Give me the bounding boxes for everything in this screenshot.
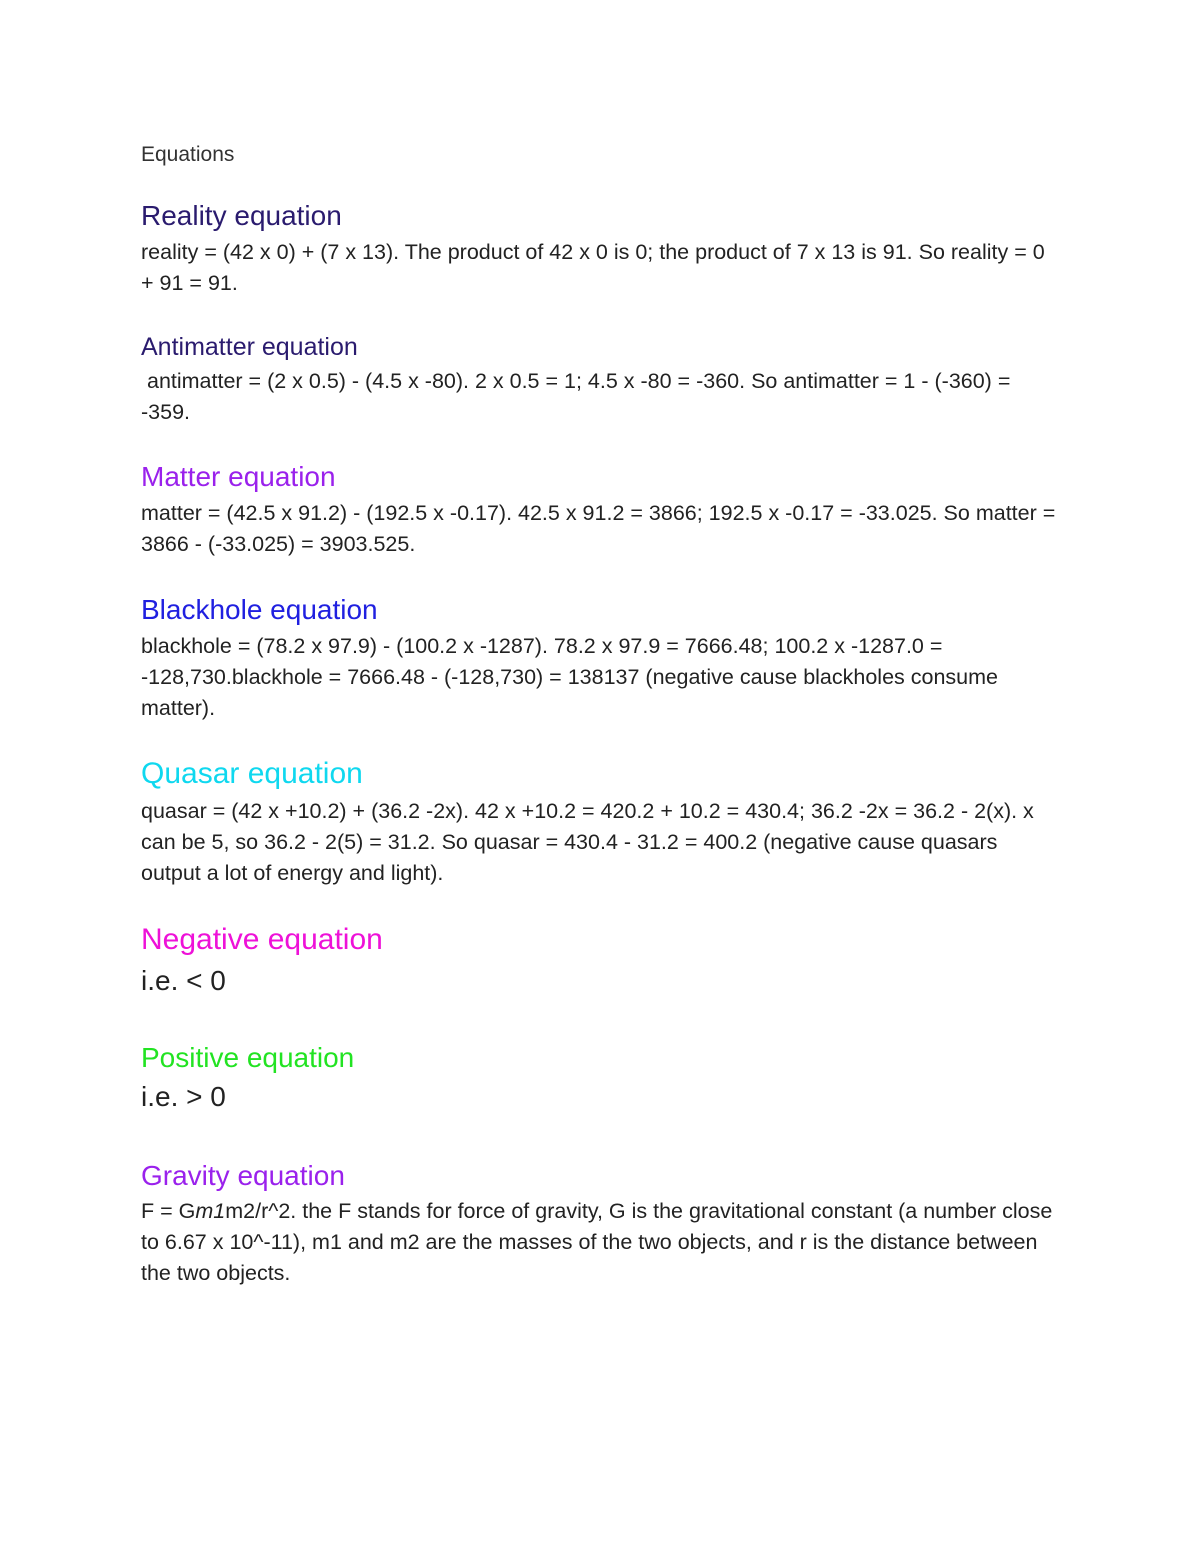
positive-text: i.e. > 0 [141,1081,226,1112]
matter-text: matter = (42.5 x 91.2) - (192.5 x -0.17). 42.5 x 91.2 = 3866; 192.5 x -0.17 = -33.025. So matter = 3866 - (-33.025) = 3903.525. [141,501,1056,556]
antimatter-text: antimatter = (2 x 0.5) - (4.5 x -80). 2 x 0.5 = 1; 4.5 x -80 = -360. So antimatter = 1 - (-360) = -359. [141,369,1017,424]
blackhole-heading: Blackhole equation [141,594,378,625]
matter-heading: Matter equation [141,461,336,492]
quasar-heading: Quasar equation [141,757,363,790]
quasar-text: quasar = (42 x +10.2) + (36.2 -2x). 42 x +10.2 = 420.2 + 10.2 = 430.4; 36.2 -2x = 36.2 - 2(x). x can be 5, so 36.2 - 2(5) = 31.2. So quasar = 430.4 - 31.2 = 400.2 (negative cause quasars output a lot of energy and light). [141,799,1034,885]
gravity-text [141,1196,1056,1289]
reality-heading: Reality equation [141,200,342,231]
gravity-formula-prefix: F = G [141,1199,196,1223]
gravity-heading: Gravity equation [141,1160,345,1191]
reality-text: reality = (42 x 0) + (7 x 13). The product of 42 x 0 is 0; the product of 7 x 13 is 91. So reality = 0 + 91 = 91. [141,240,1045,295]
antimatter-heading: Antimatter equation [141,333,358,361]
blackhole-text: blackhole = (78.2 x 97.9) - (100.2 x -1287). 78.2 x 97.9 = 7666.48; 100.2 x -1287.0 = -128,730.blackhole = 7666.48 - (-128,730) = 138137 (negative cause blackholes consume matter). [141,634,998,720]
negative-text: i.e. < 0 [141,965,226,996]
document-title: Equations [141,143,235,166]
negative-heading: Negative equation [141,923,383,956]
positive-heading: Positive equation [141,1042,355,1073]
gravity-formula-italic: m1 [195,1199,226,1223]
gravity-formula-rest: m2/r^2. the F stands for force of gravity, G is the gravitational constant (a number close to 6.67 x 10^-11), m1 and m2 are the masses of the two objects, and r is the distance between the two objects. [141,1199,1053,1285]
